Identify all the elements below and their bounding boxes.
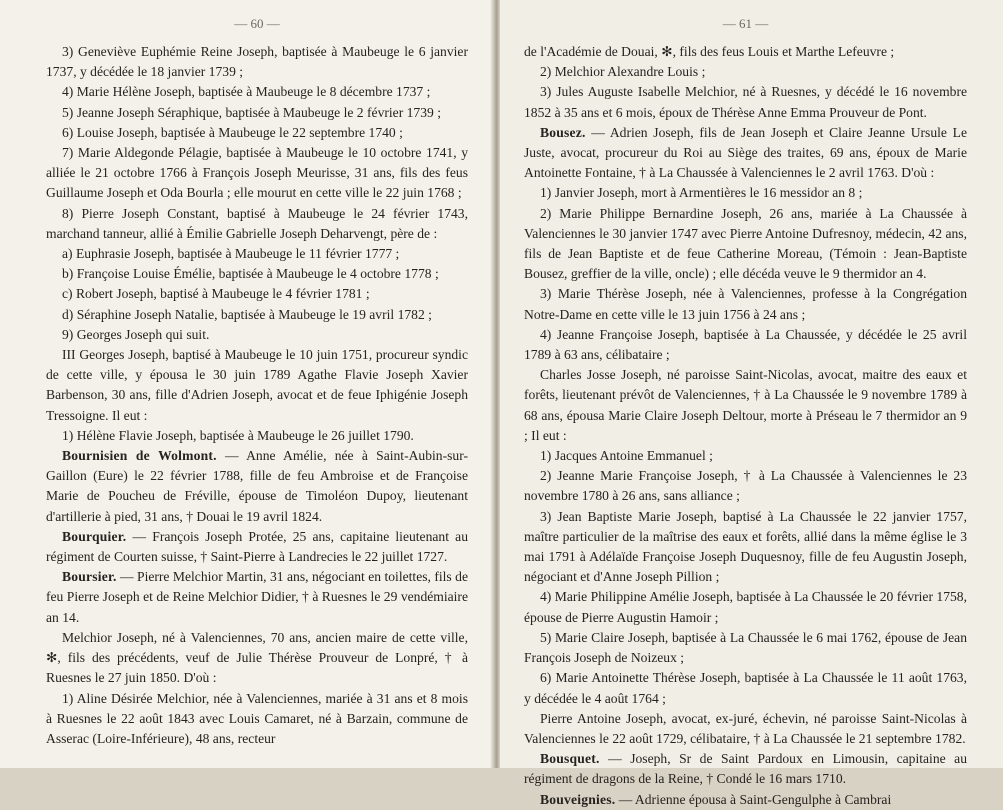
entry-paragraph <box>46 567 468 628</box>
paragraph: 7) Marie Aldegonde Pélagie, baptisée à Maubeuge le 10 octobre 1741, y alliée le 21 octobre 1766 à François Joseph Meurisse, 31 ans, fils des feus Guillaume Joseph et Oda Bourla ; elle mourut en cette ville le 22 juin 1768 ; <box>46 145 468 201</box>
right-page <box>500 0 1003 807</box>
entry-paragraph <box>524 749 967 789</box>
paragraph: 6) Louise Joseph, baptisée à Maubeuge le 22 septembre 1740 ; <box>62 124 403 140</box>
paragraph: 4) Marie Philippine Amélie Joseph, baptisée à La Chaussée le 20 février 1758, épouse de Pierre Augustin Hamoir ; <box>524 589 967 625</box>
page-number: — 61 — <box>722 16 769 31</box>
paragraph: 3) Marie Thérèse Joseph, née à Valenciennes, professe à la Congrégation Notre-Dame en cette ville le 13 juin 1756 à 24 ans ; <box>524 286 967 322</box>
paragraph: 3) Jules Auguste Isabelle Melchior, né à Ruesnes, y décédé le 16 novembre 1852 à 35 ans et 6 mois, époux de Thérèse Anne Emma Prouveur de Pont. <box>524 84 967 120</box>
entry-headword: Bournisien de Wolmont. <box>62 448 217 464</box>
entry-text: — Anne Amélie, née à Saint-Aubin-sur-Gaillon (Eure) le 22 février 1788, fille de feu Ambroise et de Françoise Marie de Poucheu de Fréville, épouse de Timoléon Dupoy, lieutenant d'artillerie à pied, 31 ans, † Douai le 19 avril 1824. <box>46 448 468 524</box>
paragraph: Melchior Joseph, né à Valenciennes, 70 ans, ancien maire de cette ville, ✻, fils des précédents, veuf de Julie Thérèse Prouveur de Lonpré, † à Ruesnes le 27 juin 1850. D'où : <box>46 629 468 686</box>
paragraph: c) Robert Joseph, baptisé à Maubeuge le 4 février 1781 ; <box>62 286 370 302</box>
entry-paragraph <box>524 790 967 810</box>
paragraph: 4) Marie Hélène Joseph, baptisée à Maubeuge le 8 décembre 1737 ; <box>62 84 431 100</box>
entry-text: — Pierre Melchior Martin, 31 ans, négociant en toilettes, fils de feu Pierre Joseph et de Reine Melchior Didier, † à Ruesnes le 29 vendémiaire an 14. <box>46 569 468 625</box>
paragraph: 5) Marie Claire Joseph, baptisée à La Chaussée le 6 mai 1762, épouse de Jean François Joseph de Noizeux ; <box>524 629 967 666</box>
paragraph: Charles Josse Joseph, né paroisse Saint-Nicolas, avocat, maitre des eaux et forêts, lieutenant prévôt de Valenciennes, † à La Chaussée le 9 novembre 1789 à 68 ans, épousa Marie Claire Joseph Deltour, morte à Préseau le 7 thermidor an 9 ; Il eut : <box>524 367 967 443</box>
paragraph: 9) Georges Joseph qui suit. <box>62 326 210 342</box>
paragraph: 3) Geneviève Euphémie Reine Joseph, baptisée à Maubeuge le 6 janvier 1737, y décédée le 18 janvier 1739 ; <box>46 44 468 80</box>
paragraph: 1) Janvier Joseph, mort à Armentières le 16 messidor an 8 ; <box>540 185 863 201</box>
paragraph: a) Euphrasie Joseph, baptisée à Maubeuge le 11 février 1777 ; <box>62 246 400 262</box>
paragraph: 1) Hélène Flavie Joseph, baptisée à Maubeuge le 26 juillet 1790. <box>62 427 414 443</box>
paragraph: 2) Marie Philippe Bernardine Joseph, 26 ans, mariée à La Chaussée à Valenciennes le 30 janvier 1747 avec Pierre Antoine Dufresnoy, médecin, 42 ans, fils de Jean Baptiste et de feue Catherine Moreau, (Témoin : Jean-Baptiste Bousez, greffier de la ville, oncle) ; elle décéda veuve le 9 thermidor an 4. <box>524 205 967 282</box>
paragraph: d) Séraphine Joseph Natalie, baptisée à Maubeuge le 19 avril 1782 ; <box>62 306 432 322</box>
entry-paragraph <box>46 446 468 527</box>
paragraph: 3) Jean Baptiste Marie Joseph, baptisé à La Chaussée le 22 janvier 1757, maître particulier de la maîtrise des eaux et forêts, allié dans la même église le 3 mai 1791 à Adélaïde Françoise Joseph Duquesnoy, fille de feu Augustin Joseph, négociant et d'Anne Joseph Pillion ; <box>524 508 967 585</box>
page-text <box>46 42 468 749</box>
entry-headword: Bousquet. <box>540 751 600 767</box>
entry-text: — François Joseph Protée, 25 ans, capitaine lieutenant au régiment de Courten suisse, † Saint-Pierre à Landrecies le 22 juillet 1727. <box>46 528 468 565</box>
entry-headword: Bousez. <box>540 124 586 140</box>
paragraph: Pierre Antoine Joseph, avocat, ex-juré, échevin, né paroisse Saint-Nicolas à Valenciennes le 22 août 1729, célibataire, † à La Chaussée le 21 septembre 1782. <box>524 710 967 746</box>
paragraph: 2) Jeanne Marie Françoise Joseph, † à La Chaussée à Valenciennes le 23 novembre 1780 à 26 ans, sans alliance ; <box>524 468 967 504</box>
entry-text: — Adrien Joseph, fils de Jean Joseph et Claire Jeanne Ursule Le Juste, avocat, procureur du Roi au Siège des traites, 69 ans, époux de Marie Antoinette Fontaine, † à La Chaussée à Valenciennes le 2 avril 1763. D'où : <box>524 124 967 181</box>
paragraph: 1) Jacques Antoine Emmanuel ; <box>540 448 713 464</box>
entry-paragraph <box>46 527 468 567</box>
page-number: — 60 — <box>234 16 280 31</box>
paragraph: 8) Pierre Joseph Constant, baptisé à Maubeuge le 24 février 1743, marchand tanneur, allié à Émilie Gabrielle Joseph Deharvengt, père de : <box>46 205 468 241</box>
paragraph: 5) Jeanne Joseph Séraphique, baptisée à Maubeuge le 2 février 1739 ; <box>62 104 441 120</box>
entry-paragraph <box>524 123 967 184</box>
entry-headword: Bourquier. <box>62 528 127 544</box>
paragraph: 1) Aline Désirée Melchior, née à Valenciennes, mariée à 31 ans et 8 mois à Ruesnes le 22 août 1843 avec Louis Camaret, né à Barzain, commune de Asserac (Loire-Inférieure), 48 ans, recteur <box>46 690 468 746</box>
entry-headword: Bouveignies. <box>540 791 616 807</box>
paragraph: 2) Melchior Alexandre Louis ; <box>540 64 706 80</box>
entry-headword: Boursier. <box>62 569 117 585</box>
page-text <box>524 42 967 810</box>
paragraph: b) Françoise Louise Émélie, baptisée à Maubeuge le 4 octobre 1778 ; <box>62 266 439 282</box>
paragraph: III Georges Joseph, baptisé à Maubeuge le 10 juin 1751, procureur syndic de cette ville, y épousa le 30 juin 1789 Agathe Flavie Joseph Xavier Barbenson, 30 ans, fille d'Adrien Joseph, avocat et de feue Iphigénie Joseph Tressoigne. Il eut : <box>46 347 468 423</box>
paragraph: 6) Marie Antoinette Thérèse Joseph, baptisée à La Chaussée le 11 août 1763, y décédée le 4 août 1764 ; <box>524 670 967 706</box>
entry-text: — Adrienne épousa à Saint-Gengulphe à Cambrai <box>615 791 892 807</box>
left-page <box>0 0 492 768</box>
entry-text: — Joseph, Sr de Saint Pardoux en Limousin, capitaine au régiment de dragons de la Reine, † Condé le 16 mars 1710. <box>524 751 967 787</box>
paragraph: 4) Jeanne Françoise Joseph, baptisée à La Chaussée, y décédée le 25 avril 1789 à 63 ans, célibataire ; <box>524 326 967 363</box>
paragraph: de l'Académie de Douai, ✻, fils des feus Louis et Marthe Lefeuvre ; <box>524 44 895 59</box>
